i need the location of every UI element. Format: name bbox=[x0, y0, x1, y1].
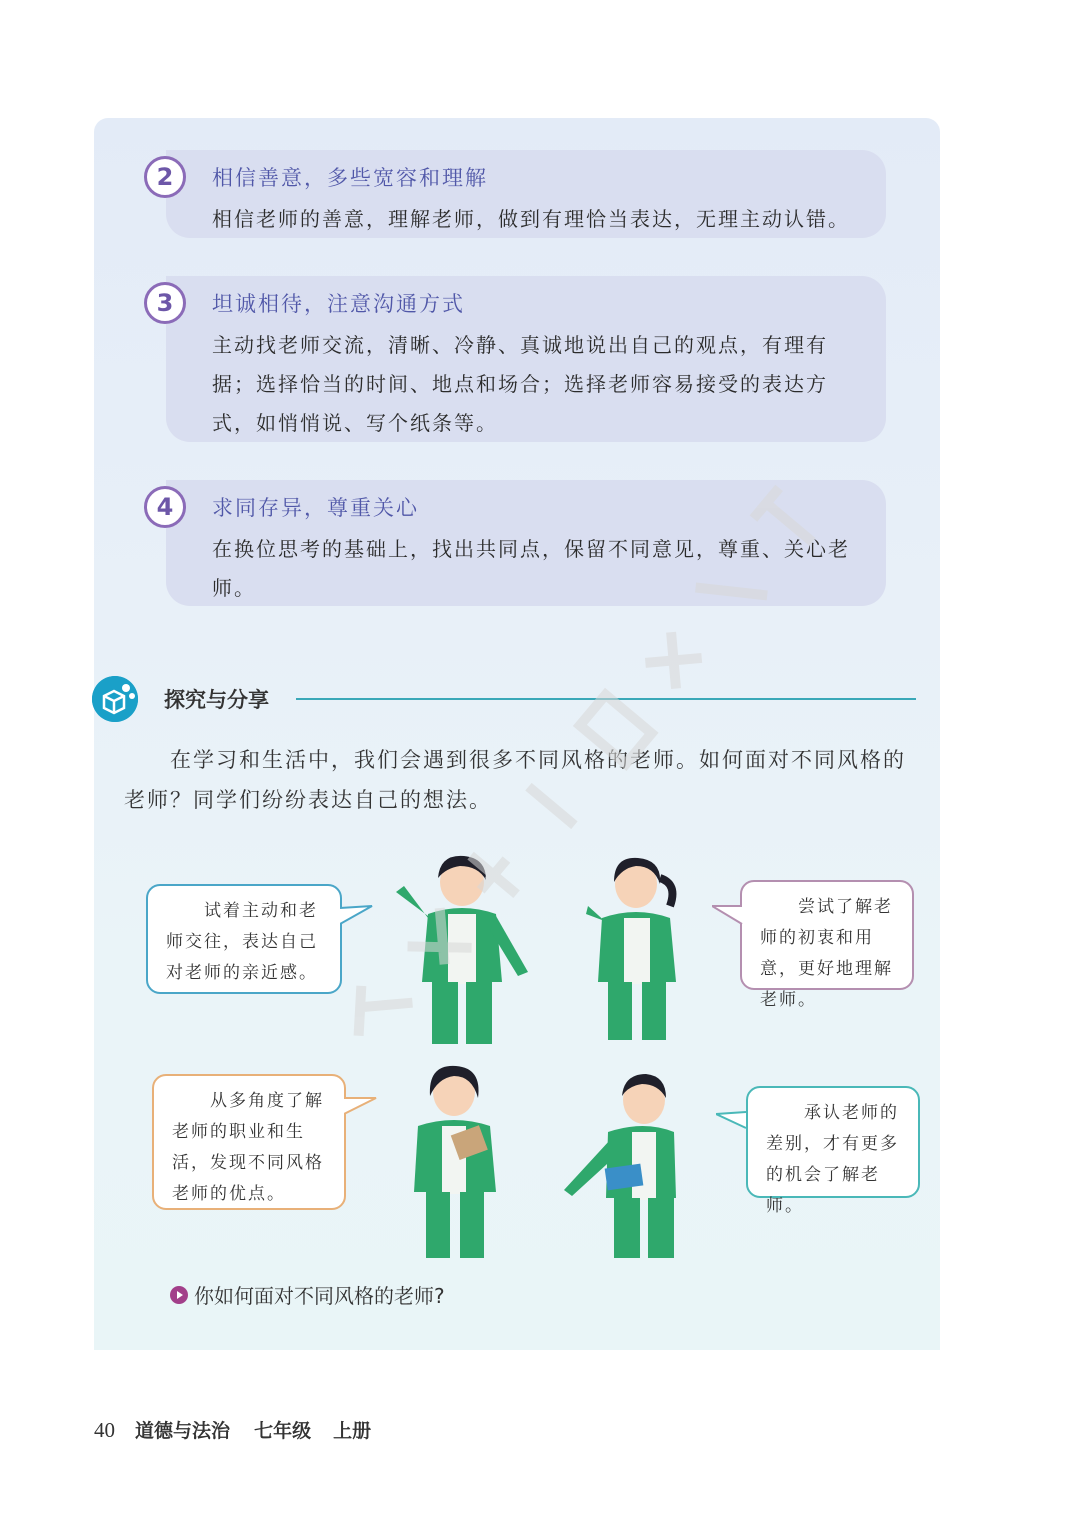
tip-body: 主动找老师交流，清晰、冷静、真诚地说出自己的观点，有理有据；选择恰当的时间、地点和场合；选择老师容易接受的表达方式，如悄悄说、写个纸条等。 bbox=[212, 333, 828, 435]
tip-title: 坦诚相待，注意沟通方式 bbox=[212, 292, 465, 316]
student-girl-illustration bbox=[584, 854, 694, 1040]
page-number: 40 bbox=[94, 1418, 115, 1442]
tip-card-4 bbox=[156, 480, 886, 606]
explore-share-icon bbox=[92, 676, 138, 722]
page-footer bbox=[94, 1416, 371, 1443]
speech-bubble-1 bbox=[146, 884, 342, 994]
tip-title: 求同存异，尊重关心 bbox=[212, 496, 419, 520]
tip-card-3 bbox=[156, 276, 886, 442]
bubble-tail bbox=[712, 902, 744, 928]
bubble-text: 从多角度了解老师的职业和生活，发现不同风格老师的优点。 bbox=[172, 1091, 324, 1204]
bubble-tail bbox=[344, 1094, 378, 1118]
bubble-text: 尝试了解老师的初衷和用意，更好地理解老师。 bbox=[760, 897, 893, 1010]
tip-number-badge: 3 bbox=[144, 282, 186, 324]
tip-body: 相信老师的善意，理解老师，做到有理恰当表达，无理主动认错。 bbox=[212, 207, 850, 231]
tip-body: 在换位思考的基础上，找出共同点，保留不同意见，尊重、关心老师。 bbox=[212, 537, 850, 600]
student-boy-illustration bbox=[388, 852, 538, 1044]
section-title: 探究与分享 bbox=[164, 688, 269, 712]
question-text: 你如何面对不同风格的老师? bbox=[194, 1284, 445, 1308]
tip-title: 相信善意，多些宽容和理解 bbox=[212, 166, 488, 190]
bubble-tail bbox=[340, 904, 374, 928]
book-title: 道德与法治 bbox=[135, 1420, 231, 1442]
bubble-text: 试着主动和老师交往，表达自己对老师的亲近感。 bbox=[166, 901, 318, 983]
tip-number-badge: 4 bbox=[144, 486, 186, 528]
section-divider bbox=[296, 698, 916, 700]
speech-bubble-3 bbox=[152, 1074, 346, 1210]
section-intro: 在学习和生活中，我们会遇到很多不同风格的老师。如何面对不同风格的老师？同学们纷纷表达自己的想法。 bbox=[124, 748, 906, 812]
grade-label: 七年级 bbox=[254, 1420, 312, 1442]
discussion-question bbox=[170, 1280, 445, 1309]
volume-label: 上册 bbox=[333, 1420, 372, 1442]
student-girl-with-book-illustration bbox=[408, 1062, 504, 1258]
student-boy-with-tablet-illustration bbox=[562, 1070, 678, 1258]
speech-bubble-4 bbox=[746, 1086, 920, 1216]
bubble-tail bbox=[716, 1108, 748, 1132]
speech-bubble-2 bbox=[740, 880, 914, 1010]
play-bullet-icon bbox=[170, 1286, 188, 1304]
tip-number-badge: 2 bbox=[144, 156, 186, 198]
bubble-text: 承认老师的差别，才有更多的机会了解老师。 bbox=[766, 1103, 899, 1216]
tip-card-2 bbox=[156, 150, 886, 238]
